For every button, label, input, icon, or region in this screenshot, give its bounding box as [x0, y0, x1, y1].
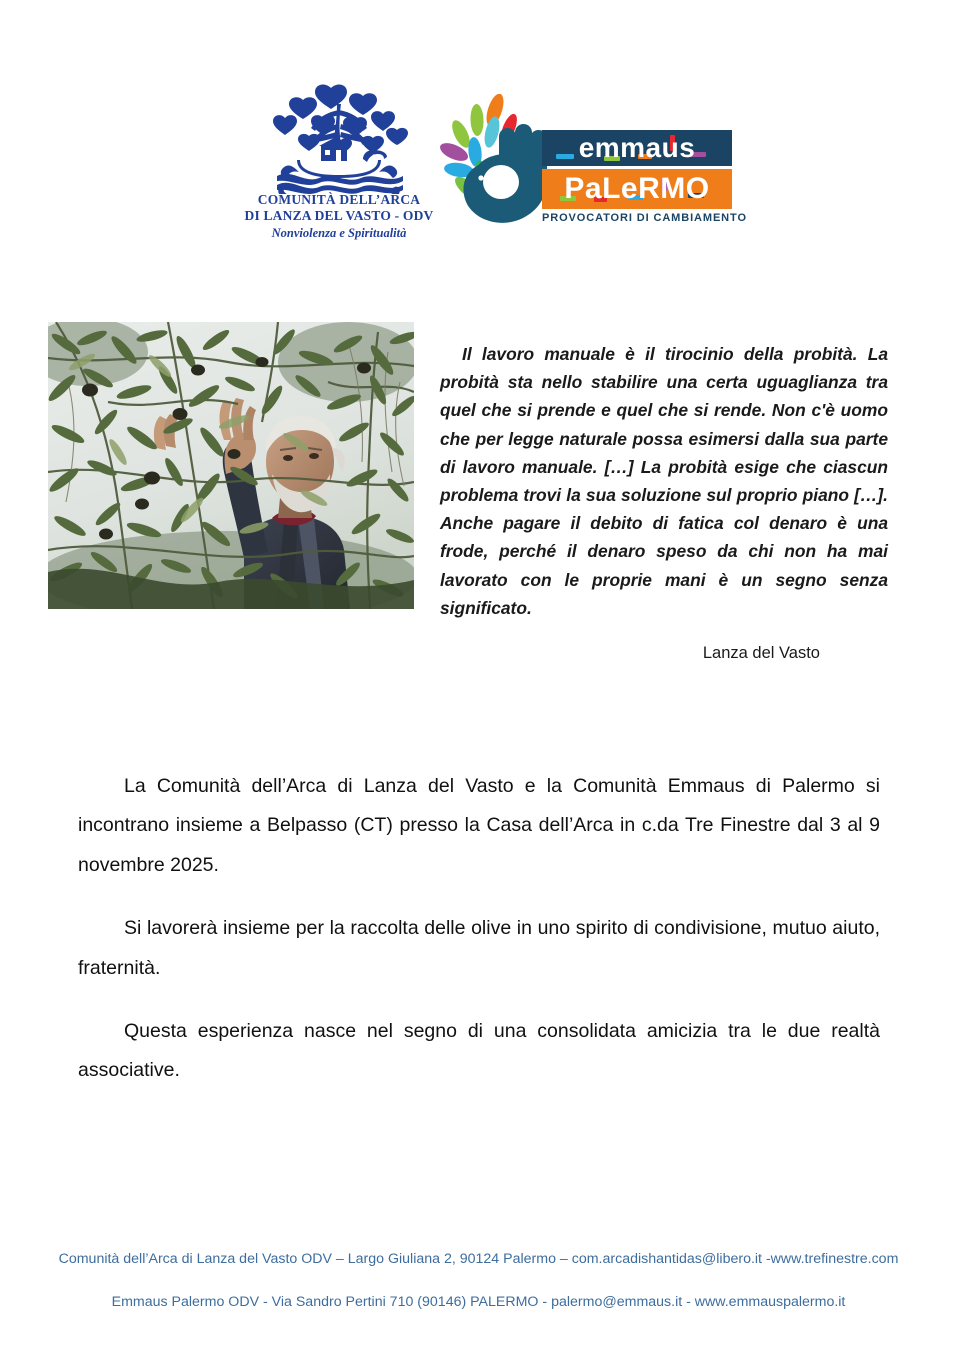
arca-logo-line1: COMUNITÀ DELL’ARCA	[257, 192, 421, 207]
quote-attribution: Lanza del Vasto	[702, 643, 820, 662]
quote-text: Il lavoro manuale è il tirocinio della probità. La probità sta nello stabilire una certa uguaglianza tra quel che si prende e quel che si rende. Non c'è uomo che per legge naturale possa esimersi dalla sua parte di lavoro manuale. […] La probità esige che ciascun problema trovi la sua soluzione sul proprio piano […]. Anche pagare il debito di fatica col denaro è una frode, perché il denaro speso da chi non ha mai lavorato con le proprie mani è un segno senza significato.	[440, 344, 888, 618]
quote-block	[440, 340, 888, 663]
logo-band	[0, 78, 957, 253]
body-paragraph-3: Questa esperienza nasce nel segno di una consolidata amicizia tra le due realtà associative.	[78, 1019, 880, 1082]
emmaus-word: emmaus	[578, 132, 696, 163]
arca-logo-line3: Nonviolenza e Spiritualità	[271, 225, 407, 240]
body-paragraph-2: Si lavorerà insieme per la raccolta delle olive in uno spirito di condivisione, mutuo aiuto, fraternità.	[78, 917, 880, 979]
arca-logo-line2: DI LANZA DEL VASTO - ODV	[244, 207, 434, 223]
emmaus-tagline: PROVOCATORI DI CAMBIAMENTO	[542, 212, 747, 224]
body-text	[78, 767, 880, 1091]
emmaus-top-box	[542, 130, 732, 166]
ark-tree-waves-icon	[263, 84, 415, 194]
hand-ok-dove-icon	[437, 94, 559, 234]
footer-arca-contact: Comunità dell’Arca di Lanza del Vasto ODV – Largo Giuliana 2, 90124 Palermo – com.arcadishantidas@libero.it -www.trefinestre.com	[58, 1251, 899, 1267]
body-paragraph-1: La Comunità dell’Arca di Lanza del Vasto e la Comunità Emmaus di Palermo si incontrano insieme a Belpasso (CT) presso la Casa dell’Arca in c.da Tre Finestre dal 3 al 9 novembre 2025.	[78, 775, 880, 876]
arca-logo	[243, 84, 435, 252]
emmaus-bottom-box	[542, 169, 732, 209]
emmaus-logo	[437, 86, 747, 246]
footer-emmaus-contact: Emmaus Palermo ODV - Via Sandro Pertini 710 (90146) PALERMO - palermo@emmaus.it - www.emmauspalermo.it	[111, 1294, 846, 1310]
emmaus-wordmark	[542, 130, 747, 224]
palermo-word: PaLeRMO	[564, 172, 710, 205]
arca-logo-text	[243, 192, 435, 241]
olive-harvest-photo	[48, 322, 414, 609]
